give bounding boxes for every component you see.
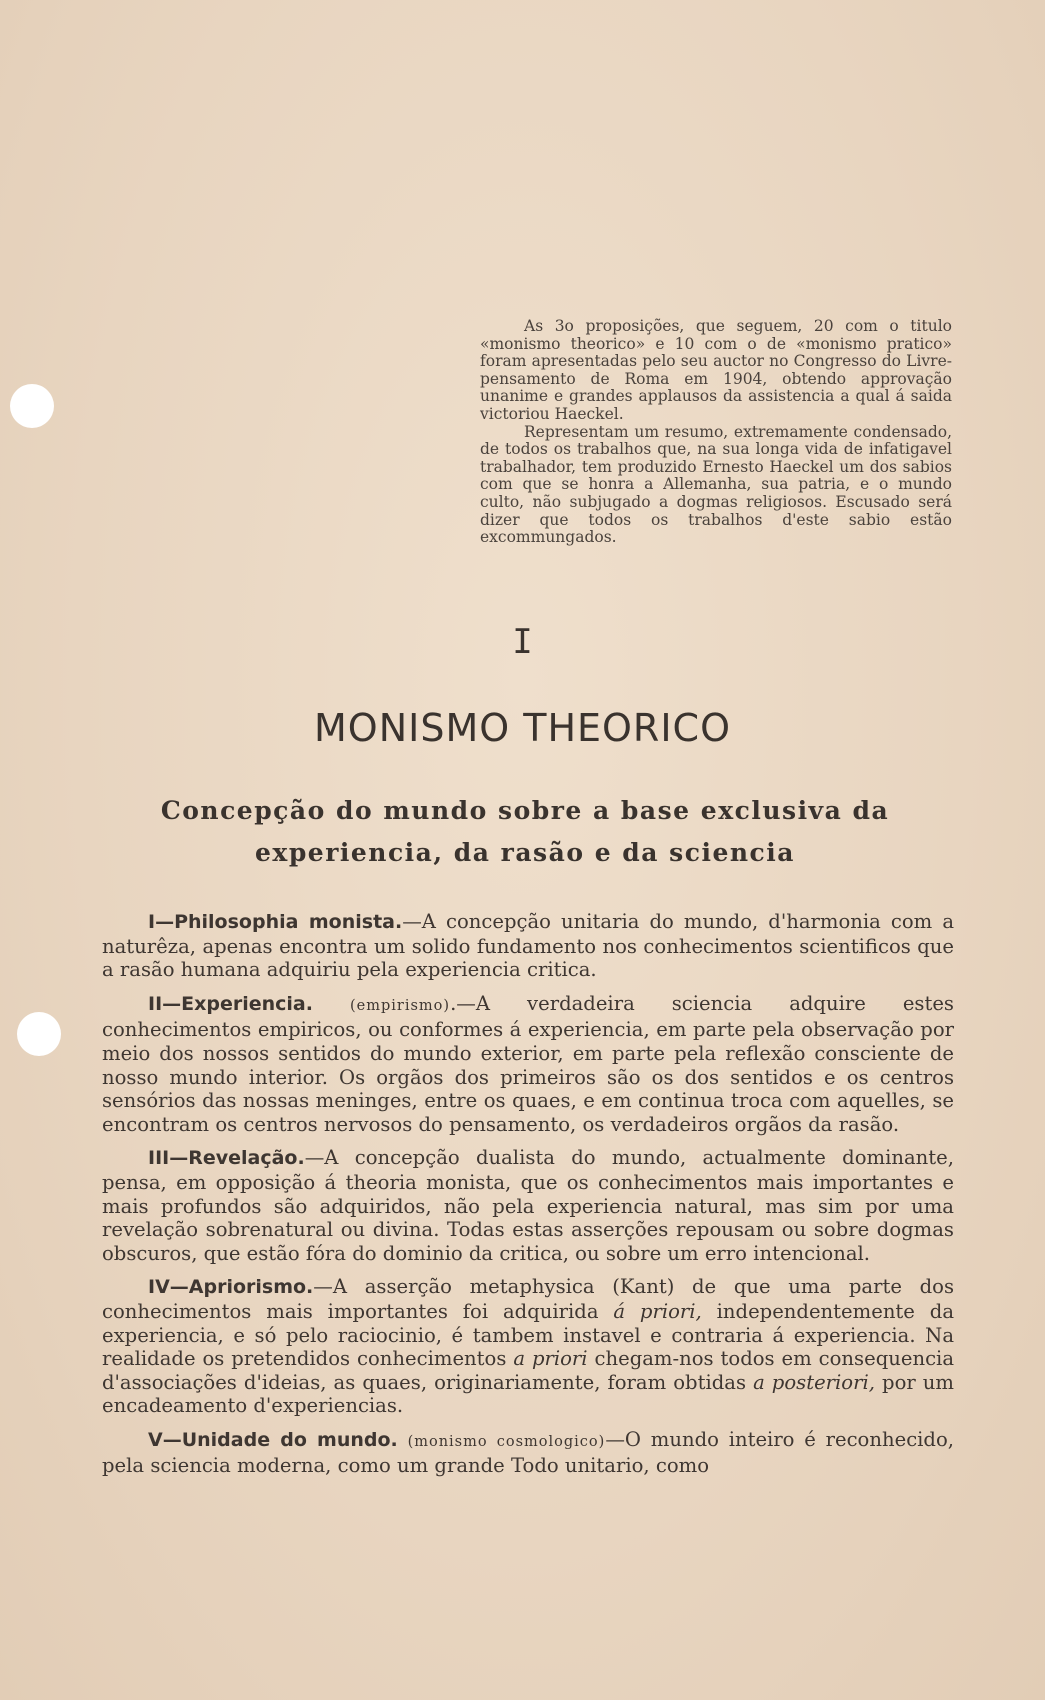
section-title: MONISMO THEORICO (314, 706, 731, 750)
proposition-heading: II—Experiencia. (148, 992, 313, 1015)
intro-paragraph-2: Representam um resumo, extremamente condensado, de todos os trabalhos que, na sua longa vida de infatigavel trabalhador, tem produzido Ernesto Haeckel um dos sabios com que se honra a Allemanha, sua patria, e o mundo culto, não subjugado a dogmas religiosos. Escusado será dizer que todos os trabalhos d'este sabio estão excommungados. (480, 422, 952, 547)
proposition-italic: á priori, (613, 1299, 702, 1323)
proposition-italic: a priori (513, 1347, 588, 1371)
intro-note (480, 318, 952, 547)
proposition-text: —A concepção unitaria do mundo, d'harmonia com a naturêza, apenas encontra um solido fundamento nos conhecimentos scientificos que a rasão humana adquiriu pela experiencia critica. (102, 910, 955, 982)
binder-hole-bottom (17, 1012, 61, 1056)
propositions-list (102, 910, 954, 1488)
proposition-text: chegam-nos todos em consequencia d'associações d'ideias, as quaes, originariamente, foram obtidas (102, 1347, 954, 1394)
proposition-text: —A asserção metaphysica (Kant) de que uma parte dos conhecimentos mais importantes foi adquirida (102, 1275, 954, 1323)
binder-hole-top (10, 384, 54, 428)
proposition-text: —O mundo inteiro é reconhecido, pela sciencia moderna, como um grande Todo unitario, como (102, 1427, 954, 1478)
proposition-5 (102, 1428, 954, 1478)
proposition-tag: (empirismo) (350, 997, 451, 1014)
proposition-heading: V—Unidade do mundo. (148, 1428, 398, 1451)
proposition-text: —A concepção dualista do mundo, actualmente dominante, pensa, em opposição á theoria monista, que os conhecimentos mais importantes e mais profundos são adquiridos, não pela experiencia natural, mas sim por uma revelação sobrenatural ou divina. Todas estas asserções repousam ou sobre dogmas obscuros, que estão fóra do dominio da critica, ou sobre um erro intencional. (102, 1146, 954, 1265)
proposition-4 (102, 1275, 954, 1418)
proposition-heading: III—Revelação. (148, 1147, 305, 1170)
section-number: I (512, 622, 533, 662)
proposition-italic: a posteriori, (753, 1370, 875, 1394)
proposition-heading: IV—Apriorismo. (148, 1276, 314, 1299)
proposition-3 (102, 1146, 954, 1265)
section-subtitle: Concepção do mundo sobre a base exclusiva da experiencia, da rasão e da sciencia (160, 796, 890, 867)
proposition-text: .—A verdadeira sciencia adquire estes conhecimentos empiricos, ou conformes á experiencia, em parte pela observação por meio dos nossos sentidos do mundo exterior, em parte pela reflexão consciente de nosso mundo interior. Os orgãos dos primeiros são os dos sentidos e os centros sensórios das nossas meninges, entre os quaes, e em continua troca com aquelles, se encontram os centros nervosos do pensamento, os verdadeiros orgãos da rasão. (102, 991, 954, 1136)
proposition-text: por um encadeamento d'experiencias. (102, 1370, 954, 1418)
proposition-heading: I—Philosophia monista. (148, 911, 403, 933)
proposition-tag: (monismo cosmologico) (407, 1433, 606, 1450)
proposition-1 (102, 910, 954, 982)
proposition-text: independentemente da experiencia, e só pelo raciocinio, é tambem instavel e contraria á experiencia. Na realidade os pretendidos conhecimentos (102, 1299, 954, 1371)
proposition-2 (102, 992, 954, 1137)
intro-paragraph-1: As 3o proposições, que seguem, 20 com o titulo «monismo theorico» e 10 com o de «monismo pratico» foram apresentadas pelo seu auctor no Congresso do Livre-pensamento de Roma em 1904, obtendo approvação unanime e grandes applausos da assistencia a qual á saida victoriou Haeckel. (480, 317, 952, 423)
